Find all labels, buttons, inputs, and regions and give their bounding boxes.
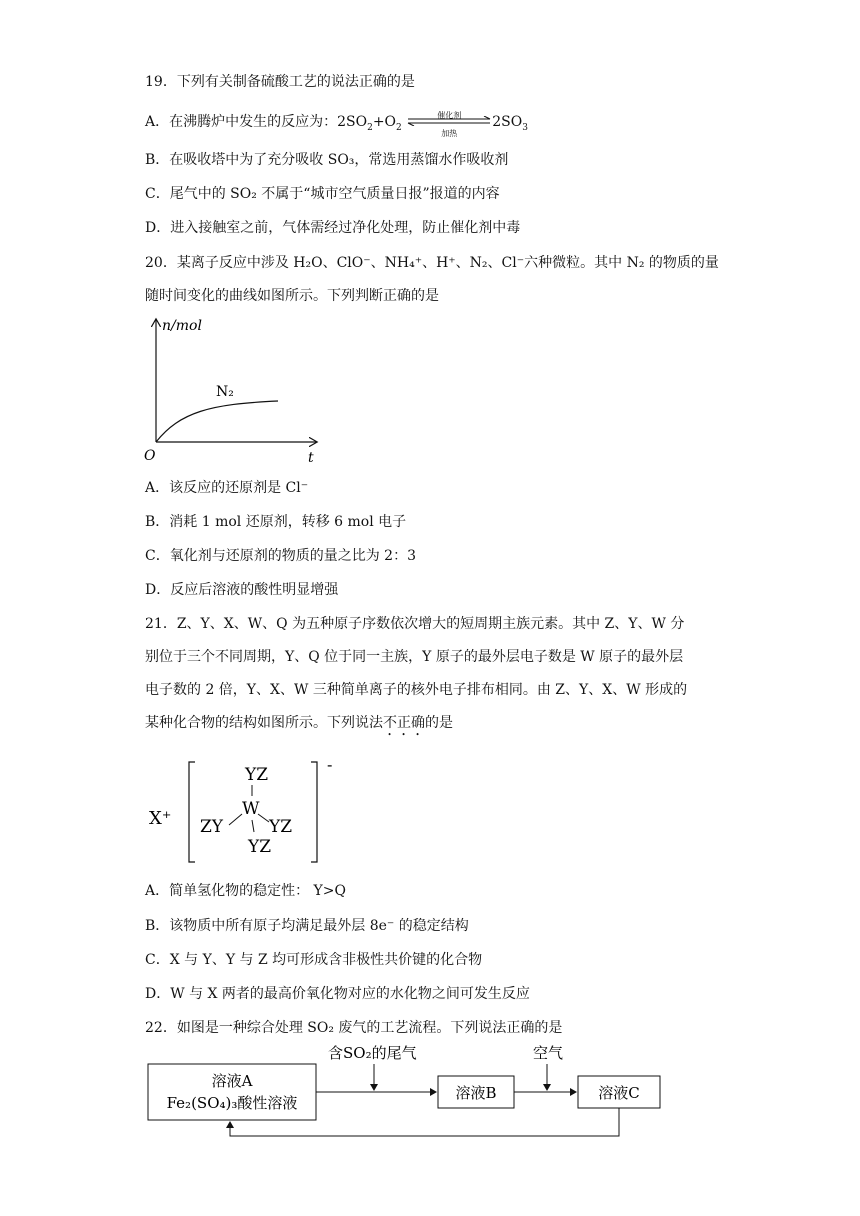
q19-option-b: B．在吸收塔中为了充分吸收 SO₃，常选用蒸馏水作吸收剂 xyxy=(145,152,509,168)
q20-stem-line2: 随时间变化的曲线如图所示。下列判断正确的是 xyxy=(145,288,439,304)
right-bracket xyxy=(311,762,317,862)
q21-stem-line1: 21．Z、Y、X、W、Q 为五种原子序数依次增大的短周期主族元素。其中 Z、Y、W 分 xyxy=(145,616,685,632)
n2-amount-chart xyxy=(140,312,330,467)
q21-stem-line4: 某种化合物的结构如图所示。下列说法不正确的是 xyxy=(145,715,453,731)
q22-stem: 22．如图是一种综合处理 SO₂ 废气的工艺流程。下列说法正确的是 xyxy=(145,1020,563,1036)
q21-option-b: B．该物质中所有原子均满足最外层 8e⁻ 的稳定结构 xyxy=(145,918,469,934)
y-axis-label: n/mol xyxy=(162,318,202,334)
input-tail-gas-label: 含SO₂的尾气 xyxy=(328,1044,417,1062)
q20-option-d: D．反应后溶液的酸性明显增强 xyxy=(145,582,339,598)
q20-option-c: C．氧化剂与还原剂的物质的量之比为 2：3 xyxy=(145,548,416,564)
q19-option-c: C．尾气中的 SO₂ 不属于“城市空气质量日报”报道的内容 xyxy=(145,186,500,202)
recycle-line xyxy=(230,1108,619,1136)
series-n2-curve xyxy=(156,401,278,442)
ligand-bottom: YZ xyxy=(248,837,272,857)
q20-option-a: A．该反应的还原剂是 Cl⁻ xyxy=(145,480,309,496)
emphasis-not-correct: 不正确 xyxy=(383,715,425,731)
compound-structure-diagram xyxy=(145,752,345,868)
q19-option-a: A．在沸腾炉中发生的反应为：$2SO_2+O_2$ 催化剂 加热 $2SO_3$ xyxy=(145,111,528,138)
q20-stem-line1: 20．某离子反应中涉及 H₂O、ClO⁻、NH₄⁺、H⁺、N₂、Cl⁻六种微粒。其中 N₂ 的物质的量 xyxy=(145,255,719,271)
q21-stem-line3: 电子数的 2 倍，Y、X、W 三种简单离子的核外电子排布相同。由 Z、Y、X、W 形成的 xyxy=(145,682,688,698)
anion-charge: - xyxy=(327,755,333,774)
q19-option-d: D．进入接触室之前，气体需经过净化处理，防止催化剂中毒 xyxy=(145,220,521,236)
svg-text:溶液A: 溶液A xyxy=(211,1072,253,1090)
q19-a-prefix: A．在沸腾炉中发生的反应为：2SO xyxy=(145,114,368,130)
process-flow-diagram xyxy=(140,1040,680,1140)
ligand-top: YZ xyxy=(245,765,269,785)
series-label-n2: N₂ xyxy=(216,384,234,400)
center-atom: W xyxy=(242,799,260,819)
x-axis-label: t xyxy=(308,450,314,466)
input-air-label: 空气 xyxy=(533,1044,564,1062)
reversible-arrow-icon: 催化剂 加热 xyxy=(406,112,492,132)
ligand-left: ZY xyxy=(200,817,224,837)
left-bracket xyxy=(189,762,195,862)
q19-stem: 19．下列有关制备硫酸工艺的说法正确的是 xyxy=(145,74,415,90)
q20-option-b: B．消耗 1 mol 还原剂，转移 6 mol 电子 xyxy=(145,514,407,530)
ligand-right: YZ xyxy=(269,817,293,837)
q21-stem-line2: 别位于三个不同周期，Y、Q 位于同一主族，Y 原子的最外层电子数是 W 原子的最外层 xyxy=(145,649,684,665)
svg-text:溶液C: 溶液C xyxy=(598,1084,640,1102)
svg-text:溶液B: 溶液B xyxy=(455,1084,497,1102)
cation-label: X⁺ xyxy=(149,808,172,829)
q21-option-a: A．简单氢化物的稳定性： Y>Q xyxy=(145,883,347,899)
svg-text:Fe₂(SO₄)₃酸性溶液: Fe₂(SO₄)₃酸性溶液 xyxy=(166,1094,298,1112)
q21-option-c: C．X 与 Y、Y 与 Z 均可形成含非极性共价键的化合物 xyxy=(145,952,483,968)
q21-option-d: D．W 与 X 两者的最高价氧化物对应的水化物之间可发生反应 xyxy=(145,986,530,1002)
origin-label: O xyxy=(144,448,156,464)
